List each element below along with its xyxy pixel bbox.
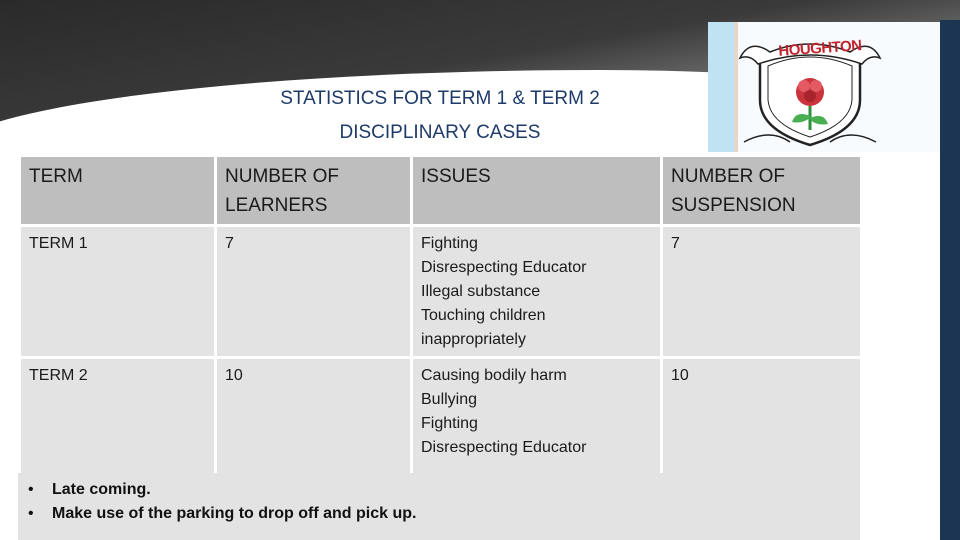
header-number-of-learners: NUMBER OF LEARNERS — [216, 156, 412, 226]
logo-panel — [708, 22, 940, 152]
issue-item: Disrespecting Educator — [421, 259, 587, 276]
table-row — [20, 358, 862, 486]
cell-learners: 7 — [216, 226, 412, 358]
list-item — [18, 502, 860, 526]
header-number-of-suspension: NUMBER OF SUSPENSION — [662, 156, 862, 226]
issue-item: Disrespecting Educator — [421, 439, 587, 456]
cell-suspensions: 7 — [662, 226, 862, 358]
issue-item: Fighting — [421, 415, 478, 432]
right-accent-strip — [940, 20, 960, 540]
header-issues: ISSUES — [412, 156, 662, 226]
notes-list — [18, 473, 860, 540]
table-row — [20, 226, 862, 358]
cell-suspensions: 10 — [662, 358, 862, 486]
note-text: Late coming. — [52, 481, 151, 498]
page-subtitle: DISCIPLINARY CASES — [339, 122, 541, 143]
issue-item: Illegal substance — [421, 283, 541, 300]
issue-item: Causing bodily harm — [421, 367, 567, 384]
bullet-icon: • — [28, 481, 34, 498]
cell-issues — [412, 226, 662, 358]
cell-issues — [412, 358, 662, 486]
issue-item: Bullying — [421, 391, 478, 408]
cell-learners: 10 — [216, 358, 412, 486]
logo-text: HOUGHTON — [777, 37, 863, 60]
table-header-row — [20, 156, 862, 226]
issue-item: Fighting — [421, 235, 478, 252]
cell-term: TERM 1 — [20, 226, 216, 358]
cell-term: TERM 2 — [20, 358, 216, 486]
list-item — [18, 478, 860, 502]
issue-item: Touching children inappropriately — [421, 307, 546, 348]
statistics-table — [18, 154, 863, 487]
bullet-icon: • — [28, 505, 34, 522]
header-term: TERM — [20, 156, 216, 226]
note-text: Make use of the parking to drop off and pick up. — [52, 505, 417, 522]
page-title: STATISTICS FOR TERM 1 & TERM 2 — [280, 88, 600, 109]
